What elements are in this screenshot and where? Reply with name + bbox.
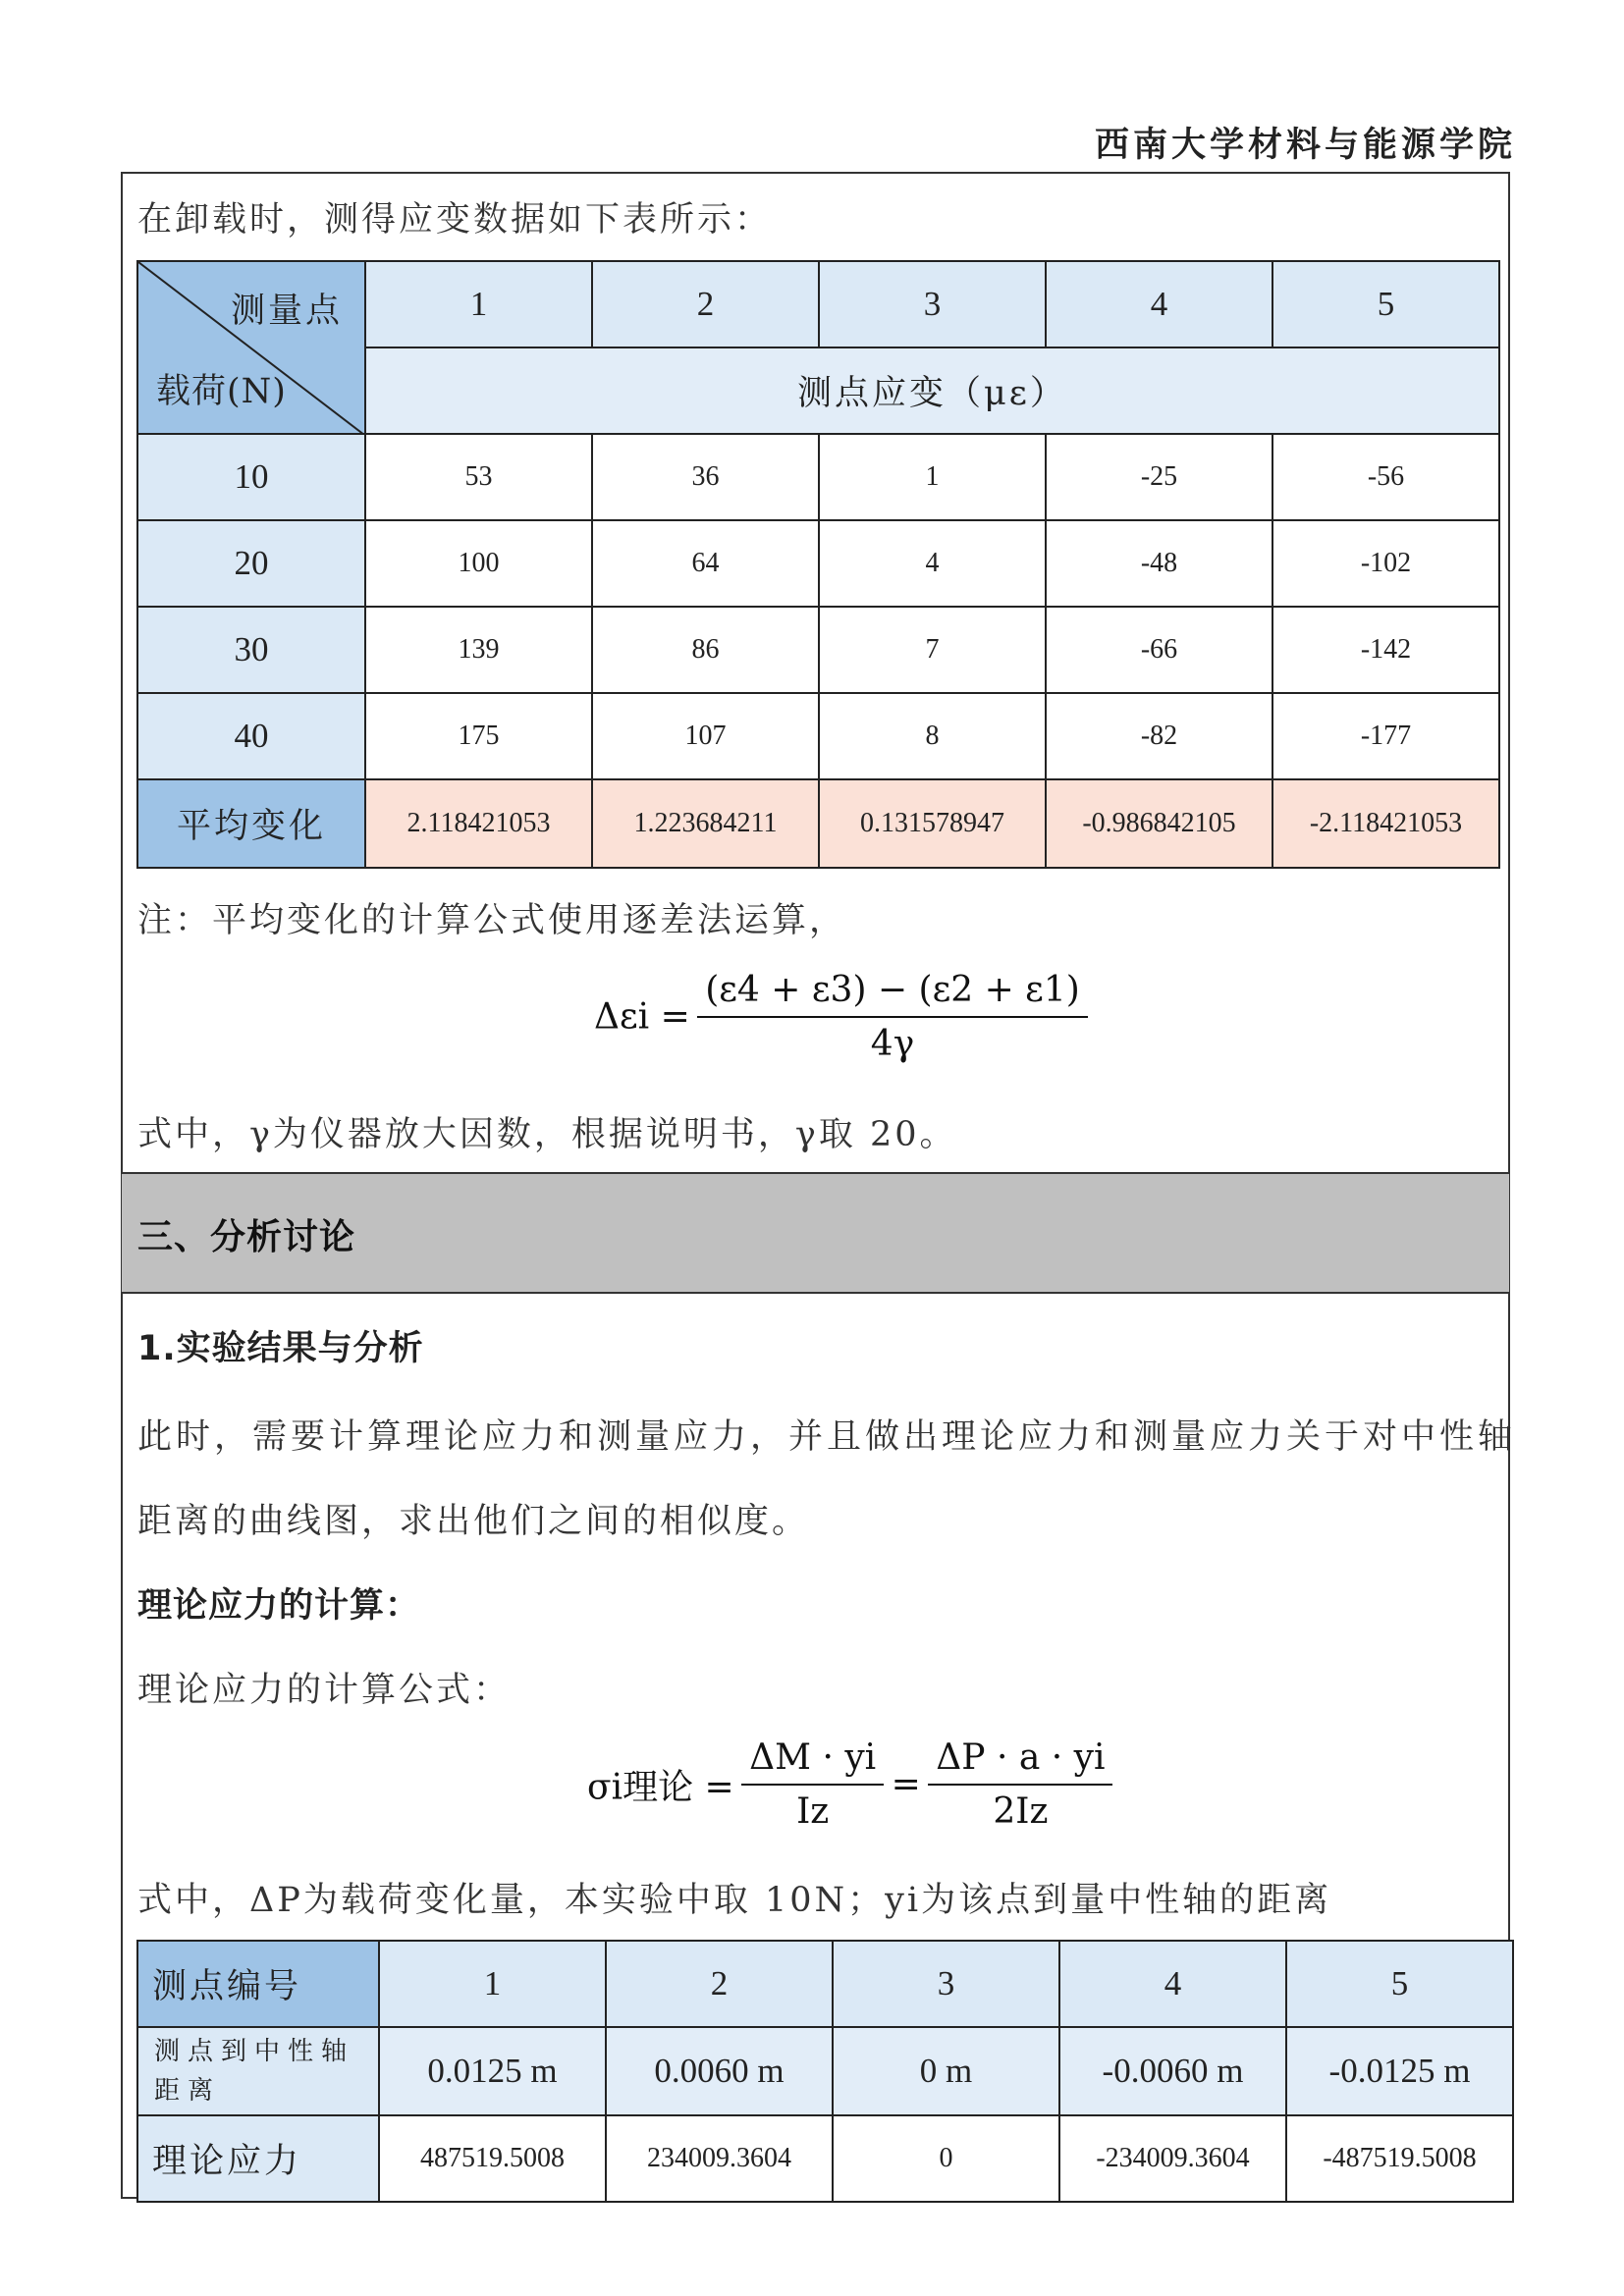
stress-value: 487519.5008 <box>379 2115 606 2202</box>
stress-value: -487519.5008 <box>1286 2115 1513 2202</box>
strain-value: 100 <box>365 520 592 607</box>
strain-value: 7 <box>819 607 1046 693</box>
corner-bottom-label: 载荷(N) <box>156 372 287 411</box>
point-header: 2 <box>606 1941 833 2027</box>
avg-value: -2.118421053 <box>1272 779 1499 868</box>
corner-cell <box>137 261 365 434</box>
stress-value: 0 <box>833 2115 1059 2202</box>
distance-value: 0 m <box>833 2027 1059 2115</box>
load-cell: 30 <box>137 607 365 693</box>
formula-intro: 理论应力的计算公式： <box>137 1671 512 1710</box>
subsection-title: 理论应力的计算： <box>137 1586 421 1626</box>
formula2-frac1-denominator: Iz <box>741 1784 884 1832</box>
explain-text: 式中，ΔP为载荷变化量，本实验中取 10N；yi为该点到量中性轴的距离 <box>137 1881 1332 1920</box>
strain-value: 53 <box>365 434 592 520</box>
strain-value: 107 <box>592 693 819 779</box>
strain-value: 175 <box>365 693 592 779</box>
distance-value: -0.0060 m <box>1059 2027 1286 2115</box>
point-header: 5 <box>1272 261 1499 347</box>
formula2-fraction2 <box>932 1737 1109 1832</box>
avg-value: -0.986842105 <box>1046 779 1272 868</box>
load-cell: 20 <box>137 520 365 607</box>
formula2-frac2-numerator: ΔP · a · yi <box>936 1737 1106 1778</box>
distance-label: 测点到中性轴距离 <box>137 2027 379 2115</box>
strain-value: -82 <box>1046 693 1272 779</box>
strain-value: 8 <box>819 693 1046 779</box>
intro-text: 在卸载时，测得应变数据如下表所示： <box>137 200 773 240</box>
formula1-fraction <box>701 970 1084 1064</box>
section-title: 三、分析讨论 <box>137 1217 356 1257</box>
formula1-lhs: Δεi = <box>594 996 690 1038</box>
formula2-lhs: σi理论 = <box>587 1767 734 1808</box>
distance-value: 0.0125 m <box>379 2027 606 2115</box>
point-header: 1 <box>365 261 592 347</box>
formula2-fraction1 <box>745 1737 880 1832</box>
avg-label: 平均变化 <box>137 779 365 868</box>
point-id-label: 测点编号 <box>137 1941 379 2027</box>
stress-label: 理论应力 <box>137 2115 379 2202</box>
strain-value: 4 <box>819 520 1046 607</box>
point-header: 1 <box>379 1941 606 2027</box>
avg-value: 1.223684211 <box>592 779 819 868</box>
corner-top-label: 测量点 <box>230 292 343 331</box>
strain-value: 139 <box>365 607 592 693</box>
paragraph-line: 此时，需要计算理论应力和测量应力，并且做出理论应力和测量应力关于对中性轴 <box>137 1417 1517 1457</box>
point-header: 3 <box>833 1941 1059 2027</box>
formula2-equals: = <box>891 1764 921 1805</box>
institution-header: 西南大学材料与能源学院 <box>1094 125 1516 165</box>
strain-value: -48 <box>1046 520 1272 607</box>
stress-value: 234009.3604 <box>606 2115 833 2202</box>
paragraph-line: 距离的曲线图，求出他们之间的相似度。 <box>137 1502 810 1541</box>
distance-value: 0.0060 m <box>606 2027 833 2115</box>
subsection-title: 1.实验结果与分析 <box>137 1329 424 1368</box>
distance-value: -0.0125 m <box>1286 2027 1513 2115</box>
strain-value: -25 <box>1046 434 1272 520</box>
strain-subheader: 测点应变（με） <box>365 347 1499 434</box>
strain-value: -142 <box>1272 607 1499 693</box>
point-header: 4 <box>1059 1941 1286 2027</box>
formula1-denominator: 4γ <box>697 1016 1088 1064</box>
point-header: 5 <box>1286 1941 1513 2027</box>
strain-value: -177 <box>1272 693 1499 779</box>
formula1-numerator: (ε4 + ε3) − (ε2 + ε1) <box>705 970 1080 1010</box>
gamma-text: 式中，γ为仪器放大因数，根据说明书，γ取 20。 <box>137 1115 957 1154</box>
strain-value: -56 <box>1272 434 1499 520</box>
point-header: 2 <box>592 261 819 347</box>
formula2-frac1-numerator: ΔM · yi <box>749 1737 877 1778</box>
avg-value: 0.131578947 <box>819 779 1046 868</box>
load-cell: 40 <box>137 693 365 779</box>
strain-value: 86 <box>592 607 819 693</box>
formula2-frac2-denominator: 2Iz <box>928 1784 1112 1832</box>
stress-value: -234009.3604 <box>1059 2115 1286 2202</box>
formula-theoretical-stress <box>587 1737 1109 1832</box>
strain-value: 1 <box>819 434 1046 520</box>
strain-value: -102 <box>1272 520 1499 607</box>
avg-value: 2.118421053 <box>365 779 592 868</box>
note-text: 注：平均变化的计算公式使用逐差法运算， <box>137 901 847 940</box>
strain-value: 36 <box>592 434 819 520</box>
point-header: 3 <box>819 261 1046 347</box>
formula-strain-average <box>594 970 1084 1064</box>
point-header: 4 <box>1046 261 1272 347</box>
strain-value: -66 <box>1046 607 1272 693</box>
load-cell: 10 <box>137 434 365 520</box>
strain-table <box>136 260 1500 869</box>
stress-table <box>136 1940 1514 2203</box>
section-header <box>122 1172 1509 1294</box>
strain-value: 64 <box>592 520 819 607</box>
